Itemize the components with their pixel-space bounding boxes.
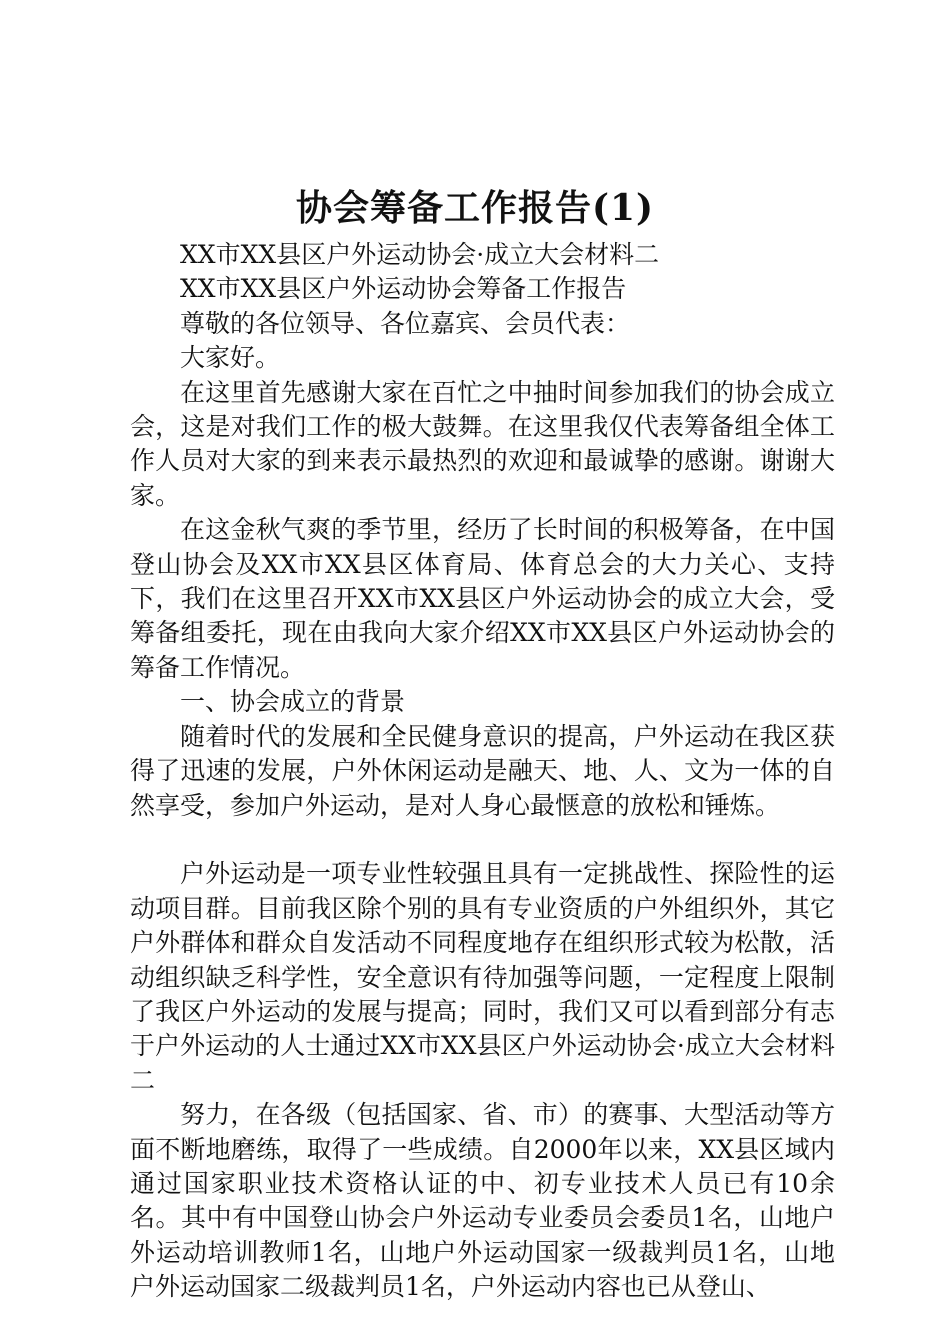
paragraph-achievements: 努力，在各级（包括国家、省、市）的赛事、大型活动等方面不断地磨练，取得了一些成绩。自2000年以来，XX县区域内通过国家职业技术资格认证的中、初专业技术人员已有10余名。其中有中国登山协会户外运动专业委员会委员1名，山地户外运动培训教师1名，山地户外运动国家一级裁判员1名，山地户外运动国家二级裁判员1名，户外运动内容也已从登山、 (130, 1100, 835, 1302)
header-line-materials: XX市XX县区户外运动协会·成立大会材料二 (180, 240, 660, 269)
paragraph-thanks: 在这里首先感谢大家在百忙之中抽时间参加我们的协会成立会，这是对我们工作的极大鼓舞。在这里我仅代表筹备组全体工作人员对大家的到来表示最热烈的欢迎和最诚挚的感谢。谢谢大家。 (130, 377, 835, 510)
greeting: 大家好。 (180, 343, 281, 373)
paragraph-introduction: 在这金秋气爽的季节里，经历了长时间的积极筹备，在中国登山协会及XX市XX县区体育局、体育总会的大力关心、支持下，我们在这里召开XX市XX县区户外运动协会的成立大会，受筹备组委托，现在由我向大家介绍XX市XX县区户外运动协会的筹备工作情况。 (130, 515, 835, 682)
paragraph-development: 随着时代的发展和全民健身意识的提高，户外运动在我区获得了迅速的发展，户外休闲运动是融天、地、人、文为一体的自然享受，参加户外运动，是对人身心最惬意的放松和锤炼。 (130, 721, 835, 820)
paragraph-outdoor-sports: 户外运动是一项专业性较强且具有一定挑战性、探险性的运动项目群。目前我区除个别的具有专业资质的户外组织外，其它户外群体和群众自发活动不同程度地存在组织形式较为松散，活动组织缺乏科学性，安全意识有待加强等问题，一定程度上限制了我区户外运动的发展与提高；同时，我们又可以看到部分有志于户外运动的人士通过XX市XX县区户外运动协会·成立大会材料二 (130, 859, 835, 1095)
salutation: 尊敬的各位领导、各位嘉宾、会员代表： (180, 308, 631, 338)
document-body (130, 238, 835, 1305)
header-line-report: XX市XX县区户外运动协会筹备工作报告 (180, 274, 627, 304)
section-heading-background: 一、协会成立的背景 (180, 687, 406, 717)
blank-line (130, 823, 835, 857)
document-title: 协会筹备工作报告(1) (295, 187, 655, 229)
